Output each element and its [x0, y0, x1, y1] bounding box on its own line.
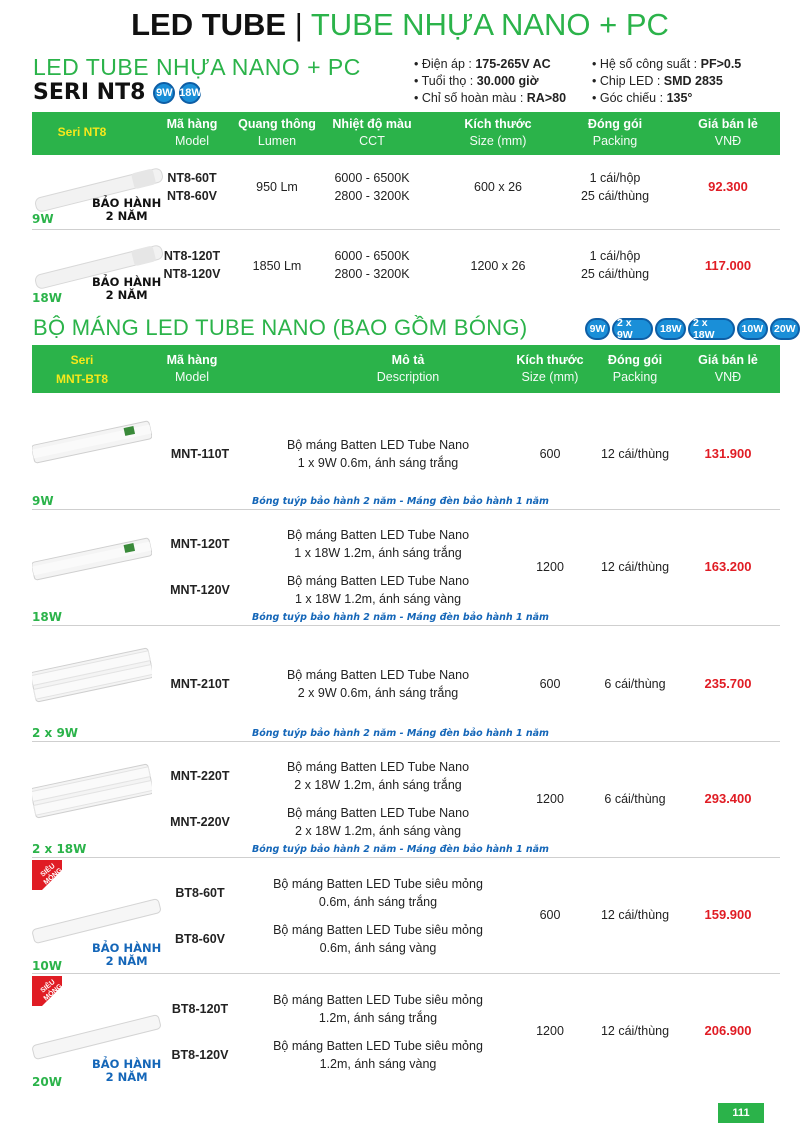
size-value: 600 x 26 [474, 180, 522, 194]
price-value: 206.900 [704, 1023, 752, 1038]
seri-label: SERI NT8 [33, 80, 146, 105]
th-size: Kích thước Size (mm) [516, 353, 584, 384]
wattage-label: 9W [32, 212, 54, 226]
title-separator: | [294, 7, 303, 42]
description: Bộ máng Batten LED Tube siêu mỏng 1.2m, ánh sáng trắng [273, 993, 483, 1025]
wattage-label: 18W [32, 291, 62, 305]
table-row [32, 510, 780, 626]
table1-header [32, 112, 780, 155]
warranty-badge: BẢO HÀNH 2 NĂM [92, 1057, 162, 1084]
model-code: BT8-60V [174, 932, 226, 946]
badge-2x18w: 2 x 18W [688, 318, 735, 340]
warranty-badge: BẢO HÀNH 2 NĂM [92, 196, 162, 223]
table-row [32, 626, 780, 742]
spec-voltage: • Điện áp : 175-265V AC [414, 57, 551, 71]
model-code: BT8-60T [175, 886, 225, 900]
wattage-label: 20W [32, 1075, 62, 1089]
th-packing: Đóng gói Packing [587, 117, 643, 148]
warranty-note: Bóng tuýp bảo hành 2 năm - Máng đèn bảo hành 1 năm [252, 612, 549, 623]
sieu-mong-label: SIÊU MỎNG [39, 978, 64, 1003]
table-row [32, 155, 780, 230]
price-value: 163.200 [704, 559, 752, 574]
fixture-image [32, 411, 152, 476]
model-code: BT8-120V [171, 1048, 229, 1062]
th-packing: Đóng gói Packing [607, 353, 663, 384]
fixture-image [32, 640, 152, 710]
badge-20w: 20W [770, 318, 800, 340]
wattage-label: 2 x 18W [32, 842, 87, 856]
badge-18w: 18W [655, 318, 685, 340]
specs-left [414, 56, 566, 107]
price-value: 235.700 [704, 676, 752, 691]
description: Bộ máng Batten LED Tube Nano 1 x 18W 1.2m, ánh sáng vàng [286, 574, 470, 606]
packing-value: 12 cái/thùng [600, 1024, 670, 1038]
description: Bộ máng Batten LED Tube Nano 1 x 18W 1.2m, ánh sáng trắng [286, 528, 470, 560]
th-description: Mô tả Description [376, 353, 440, 384]
title-part1: LED TUBE [131, 7, 287, 42]
th-cct: Nhiệt độ màu CCT [332, 117, 412, 148]
table-row [32, 858, 780, 974]
sieu-mong-label: SIÊU MỎNG [39, 862, 64, 887]
warranty-note: Bóng tuýp bảo hành 2 năm - Máng đèn bảo hành 1 năm [252, 728, 549, 739]
price-value: 92.300 [708, 179, 748, 194]
table-row [32, 230, 780, 307]
description: Bộ máng Batten LED Tube Nano 2 x 18W 1.2m, ánh sáng vàng [286, 806, 470, 838]
lumen-value: 1850 Lm [252, 259, 302, 273]
th-price: Giá bán lẻ VNĐ [698, 117, 758, 148]
badge-10w: 10W [737, 318, 767, 340]
badge-9w: 9W [153, 82, 175, 104]
description: Bộ máng Batten LED Tube Nano 1 x 9W 0.6m, ánh sáng trắng [286, 438, 470, 470]
wattage-label: 18W [32, 610, 62, 624]
table-row [32, 974, 780, 1090]
th-price: Giá bán lẻ VNĐ [698, 353, 758, 384]
price-value: 117.000 [704, 258, 752, 273]
badge-9w: 9W [585, 318, 610, 340]
th-model: Mã hàng Model [166, 117, 218, 148]
price-value: 293.400 [704, 791, 752, 806]
badge-18w: 18W [179, 82, 201, 104]
warranty-badge: BẢO HÀNH 2 NĂM [92, 941, 162, 968]
spec-pf: • Hệ số công suất : PF>0.5 [592, 57, 742, 71]
badge-2x9w: 2 x 9W [612, 318, 654, 340]
packing-value: 6 cái/thùng [604, 792, 666, 806]
lumen-value: 950 Lm [256, 180, 298, 194]
description: Bộ máng Batten LED Tube siêu mỏng 0.6m, ánh sáng vàng [273, 923, 483, 955]
packing-value: 1 cái/hộp 25 cái/thùng [580, 171, 650, 203]
description: Bộ máng Batten LED Tube siêu mỏng 0.6m, ánh sáng trắng [273, 877, 483, 909]
fixture-image [32, 756, 152, 826]
packing-value: 6 cái/thùng [604, 677, 666, 691]
page-number: 111 [718, 1103, 764, 1123]
packing-value: 12 cái/thùng [600, 560, 670, 574]
th-seri: Seri NT8 [57, 125, 107, 139]
size-value: 1200 [536, 1024, 564, 1038]
packing-value: 12 cái/thùng [600, 447, 670, 461]
model-code: MNT-210T [170, 677, 230, 691]
warranty-note: Bóng tuýp bảo hành 2 năm - Máng đèn bảo hành 1 năm [252, 496, 549, 507]
size-value: 1200 x 26 [470, 259, 526, 273]
model-code: MNT-120V [170, 583, 230, 597]
wattage-label: 2 x 9W [32, 726, 79, 740]
size-value: 600 [539, 908, 561, 922]
th-size: Kích thước Size (mm) [464, 117, 532, 148]
seri-row [33, 80, 201, 105]
wattage-label: 10W [32, 959, 62, 973]
cct-value: 6000 - 6500K 2800 - 3200K [334, 249, 410, 281]
model-code: NT8-120T NT8-120V [163, 249, 221, 281]
description: Bộ máng Batten LED Tube Nano 2 x 18W 1.2m, ánh sáng trắng [286, 760, 470, 792]
spec-angle: • Góc chiếu : 135° [592, 91, 693, 105]
title-part2: TUBE NHỰA NANO + PC [310, 7, 669, 42]
spec-cri: • Chỉ số hoàn màu : RA>80 [414, 91, 567, 105]
model-code: NT8-60T NT8-60V [166, 171, 218, 203]
price-value: 159.900 [704, 907, 752, 922]
warranty-note: Bóng tuýp bảo hành 2 năm - Máng đèn bảo hành 1 năm [252, 844, 549, 855]
model-code: BT8-120T [171, 1002, 229, 1016]
size-value: 600 [539, 677, 561, 691]
spec-chip: • Chip LED : SMD 2835 [592, 74, 723, 88]
size-value: 600 [539, 447, 561, 461]
section1-title: LED TUBE NHỰA NANO + PC [33, 54, 361, 80]
description: Bộ máng Batten LED Tube siêu mỏng 1.2m, ánh sáng vàng [273, 1039, 483, 1071]
fixture-image [32, 528, 152, 593]
section2-badges [585, 318, 800, 340]
th-model: Mã hàng Model [166, 353, 218, 384]
model-code: MNT-110T [170, 447, 230, 461]
th-lumen: Quang thông Lumen [238, 117, 316, 148]
size-value: 1200 [536, 792, 564, 806]
size-value: 1200 [536, 560, 564, 574]
model-code: MNT-120T [170, 537, 230, 551]
th-seri: Seri MNT-BT8 [56, 353, 108, 386]
spec-lifetime: • Tuổi thọ : 30.000 giờ [414, 74, 539, 88]
cct-value: 6000 - 6500K 2800 - 3200K [334, 171, 410, 203]
table-row [32, 393, 780, 510]
page-title [0, 6, 800, 44]
section2-title: BỘ MÁNG LED TUBE NANO (BAO GỒM BÓNG) [33, 315, 528, 340]
packing-value: 12 cái/thùng [600, 908, 670, 922]
specs-right [592, 56, 741, 107]
description: Bộ máng Batten LED Tube Nano 2 x 9W 0.6m, ánh sáng trắng [286, 668, 470, 700]
packing-value: 1 cái/hộp 25 cái/thùng [580, 249, 650, 281]
table2-header [32, 345, 780, 393]
table-row [32, 742, 780, 858]
model-code: MNT-220V [170, 815, 230, 829]
wattage-label: 9W [32, 494, 54, 508]
price-value: 131.900 [704, 446, 752, 461]
warranty-badge: BẢO HÀNH 2 NĂM [92, 275, 162, 302]
model-code: MNT-220T [170, 769, 230, 783]
